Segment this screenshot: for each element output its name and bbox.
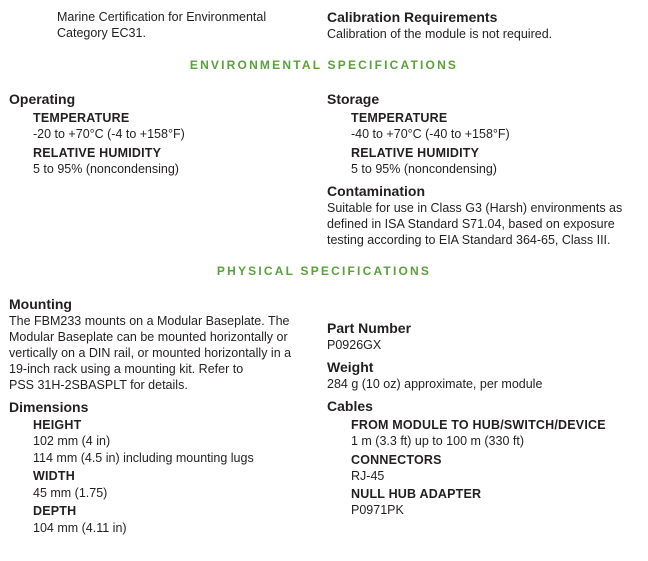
mounting-line-2: Modular Baseplate can be mounted horizontally or	[9, 330, 288, 344]
storage-temperature-label: TEMPERATURE	[351, 111, 448, 125]
contamination-line-2: defined in ISA Standard S71.04, based on exposure	[327, 217, 615, 231]
operating-heading: Operating	[9, 91, 76, 107]
mounting-line-1: The FBM233 mounts on a Modular Baseplate. The	[9, 314, 290, 328]
calibration-text: Calibration of the module is not required.	[327, 27, 553, 41]
null-hub-value: P0971PK	[351, 503, 404, 517]
depth-value: 104 mm (4.11 in)	[33, 521, 127, 535]
marine-line-1: Marine Certification for Environmental	[57, 10, 267, 24]
mounting-text	[9, 313, 291, 393]
part-number-heading: Part Number	[327, 320, 412, 336]
storage-humidity-label: RELATIVE HUMIDITY	[351, 146, 480, 160]
physical-section-title: PHYSICAL SPECIFICATIONS	[216, 264, 432, 278]
contamination-heading: Contamination	[327, 183, 425, 199]
height-value-1: 102 mm (4 in)	[33, 434, 111, 448]
weight-heading: Weight	[327, 359, 374, 375]
storage-temperature-value: -40 to +70°C (-40 to +158°F)	[351, 127, 510, 141]
cable-from-label: FROM MODULE TO HUB/SWITCH/DEVICE	[351, 418, 606, 432]
dimensions-heading: Dimensions	[9, 399, 89, 415]
operating-humidity-value: 5 to 95% (noncondensing)	[33, 162, 179, 176]
operating-temperature-value: -20 to +70°C (-4 to +158°F)	[33, 127, 185, 141]
weight-value: 284 g (10 oz) approximate, per module	[327, 377, 543, 391]
mounting-line-3: vertically on a DIN rail, or mounted horizontally in a	[9, 346, 292, 360]
part-number-value: P0926GX	[327, 338, 382, 352]
cables-heading: Cables	[327, 398, 373, 414]
marine-certification-text	[57, 9, 266, 41]
mounting-line-5: PSS 31H-2SBASPLT for details.	[9, 378, 188, 392]
height-label: HEIGHT	[33, 418, 82, 432]
depth-label: DEPTH	[33, 504, 77, 518]
connectors-label: CONNECTORS	[351, 453, 442, 467]
operating-humidity-label: RELATIVE HUMIDITY	[33, 146, 162, 160]
mounting-heading: Mounting	[9, 296, 72, 312]
environmental-section-title: ENVIRONMENTAL SPECIFICATIONS	[189, 58, 459, 72]
mounting-line-4: 19-inch rack using a mounting kit. Refer to	[9, 362, 244, 376]
contamination-text	[327, 200, 622, 248]
calibration-heading: Calibration Requirements	[327, 9, 498, 25]
cable-from-value: 1 m (3.3 ft) up to 100 m (330 ft)	[351, 434, 524, 448]
height-value-2: 114 mm (4.5 in) including mounting lugs	[33, 451, 254, 465]
null-hub-label: NULL HUB ADAPTER	[351, 487, 482, 501]
contamination-line-1: Suitable for use in Class G3 (Harsh) environments as	[327, 201, 623, 215]
contamination-line-3: testing according to EIA Standard 364-65, Class III.	[327, 233, 611, 247]
storage-humidity-value: 5 to 95% (noncondensing)	[351, 162, 497, 176]
storage-heading: Storage	[327, 91, 380, 107]
width-label: WIDTH	[33, 469, 75, 483]
width-value: 45 mm (1.75)	[33, 486, 108, 500]
marine-line-2: Category EC31.	[57, 26, 146, 40]
operating-temperature-label: TEMPERATURE	[33, 111, 130, 125]
connectors-value: RJ-45	[351, 469, 385, 483]
